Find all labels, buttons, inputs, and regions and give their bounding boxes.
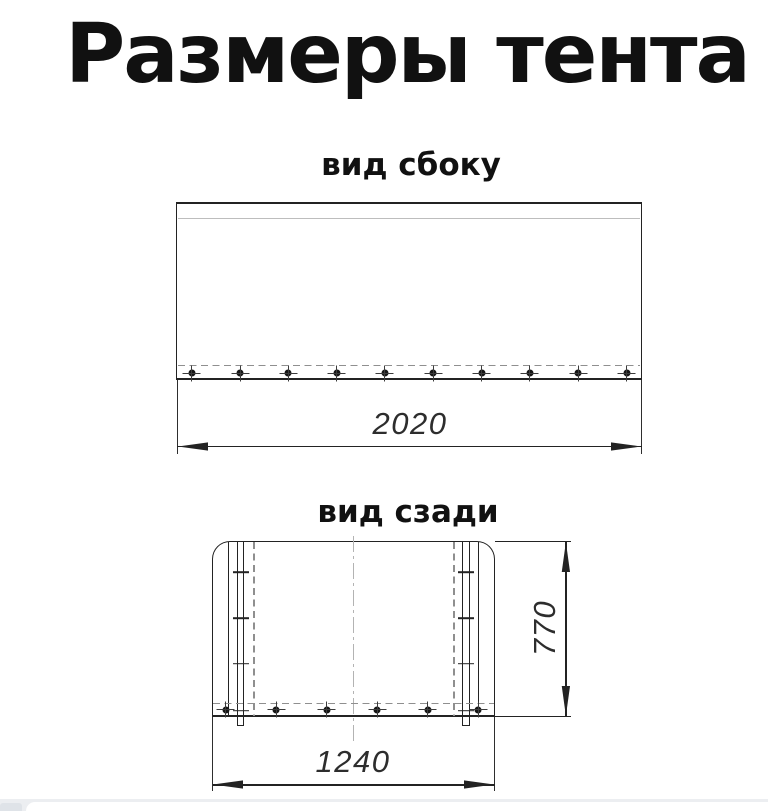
fastener-dot [237, 370, 244, 377]
dimension-value-side-width: 2020 [372, 406, 448, 441]
tension-strap-right [462, 541, 470, 726]
fastener-dot [273, 706, 280, 713]
rear-view-label: вид сзади [317, 494, 499, 530]
fastener-dot [526, 370, 533, 377]
fastener-dot [222, 706, 229, 713]
dimension-arrow-right-icon [611, 442, 641, 451]
strap-buckle-tick [458, 663, 474, 665]
hidden-edge-dashed-right [453, 542, 454, 716]
bottom-left-tile [0, 803, 22, 811]
fastener-dot [475, 706, 482, 713]
tent-rear-fastener-dashed-line [213, 703, 494, 704]
page-title: Размеры тента [65, 7, 749, 102]
fastener-dot [333, 370, 340, 377]
fastener-dot [623, 370, 630, 377]
dimension-arrow-down-icon [561, 686, 570, 716]
fastener-dot [188, 370, 195, 377]
tent-side-seam-line [178, 218, 640, 219]
extension-line [495, 541, 571, 542]
dimension-arrow-left-icon [213, 780, 243, 789]
extension-line [212, 717, 213, 791]
fastener-dot [323, 706, 330, 713]
tent-side-fastener-dashed-line [178, 365, 640, 366]
tent-rear-side-panel-edge-right [478, 542, 479, 716]
fastener-dot [374, 706, 381, 713]
strap-buckle-tick [233, 571, 249, 573]
strap-buckle-tick [233, 663, 249, 665]
tent-rear-side-panel-edge-left [228, 542, 229, 716]
fastener-dot [478, 370, 485, 377]
dimension-arrow-right-icon [464, 780, 494, 789]
strap-buckle-tick [233, 617, 249, 619]
strap-buckle-tick [233, 710, 249, 712]
dimension-arrow-up-icon [561, 542, 570, 572]
fastener-dot [285, 370, 292, 377]
extension-line [177, 380, 178, 454]
extension-line [495, 716, 571, 717]
side-view-label: вид сбоку [321, 147, 501, 183]
fastener-dot [381, 370, 388, 377]
dimension-value-rear-width: 1240 [315, 744, 391, 779]
fastener-dot [430, 370, 437, 377]
fastener-dot [575, 370, 582, 377]
dimension-line-width-rear [213, 784, 495, 785]
tension-strap-left [237, 541, 245, 726]
hidden-edge-dashed-left [253, 542, 254, 716]
bottom-card-edge [26, 802, 768, 811]
center-axis-line [353, 536, 354, 742]
strap-buckle-tick [458, 571, 474, 573]
dimension-line-width-side [177, 446, 642, 447]
tent-side-outline [176, 202, 642, 380]
strap-buckle-tick [458, 617, 474, 619]
extension-line [641, 380, 642, 454]
extension-line [494, 717, 495, 791]
fastener-dot [424, 706, 431, 713]
dimension-arrow-left-icon [178, 442, 208, 451]
dimension-value-rear-height: 770 [527, 599, 562, 657]
